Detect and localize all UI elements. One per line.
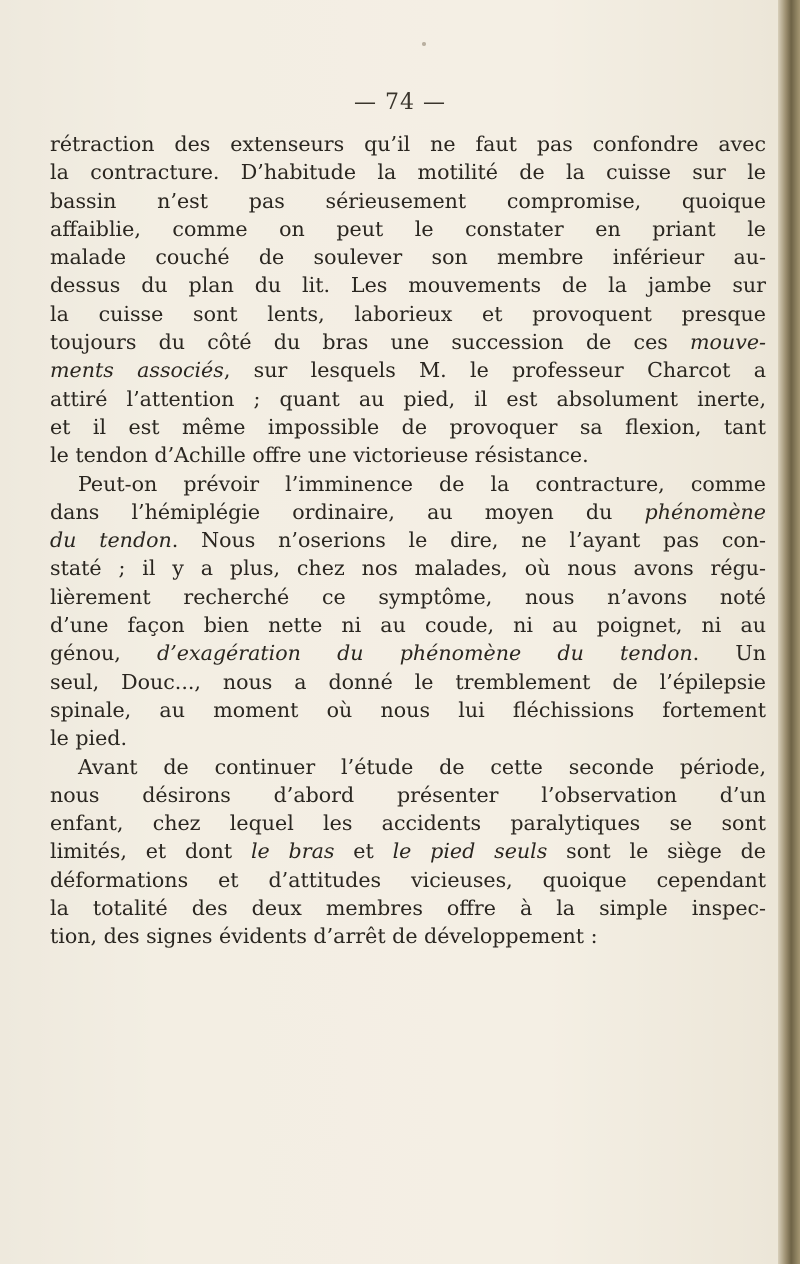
text-run: attiré l’attention ; quant au pied, il est absolument inerte, bbox=[50, 386, 766, 411]
text-line bbox=[50, 554, 766, 582]
text-run: la contracture. D’habitude la motilité de la cuisse sur le bbox=[50, 160, 766, 185]
text-run: et il est même impossible de provoquer sa flexion, tant bbox=[50, 414, 766, 439]
page-number: — 74 — bbox=[354, 90, 446, 115]
text-line bbox=[50, 894, 766, 922]
text-line bbox=[50, 837, 766, 865]
text-line bbox=[50, 866, 766, 894]
text-line bbox=[50, 385, 766, 413]
text-line bbox=[50, 781, 766, 809]
text-line bbox=[50, 300, 766, 328]
text-run: dessus du plan du lit. Les mouvements de la jambe sur bbox=[50, 273, 766, 298]
text-line bbox=[50, 639, 766, 667]
text-run: le pied. bbox=[50, 726, 128, 751]
text-run: le tendon d’Achille offre une victorieuse résistance. bbox=[50, 443, 589, 468]
italic-run: d’exagération du phénomène du tendon bbox=[157, 641, 693, 666]
text-run: la totalité des deux membres offre à la simple inspec- bbox=[50, 896, 766, 921]
text-line bbox=[50, 187, 766, 215]
italic-run: ments associés bbox=[50, 358, 224, 383]
text-line bbox=[50, 130, 766, 158]
italic-run: phénomène bbox=[644, 499, 766, 524]
text-line bbox=[50, 724, 766, 752]
text-run: dans l’hémiplégie ordinaire, au moyen du bbox=[50, 499, 645, 524]
text-line bbox=[50, 809, 766, 837]
text-run: Peut-on prévoir l’imminence de la contracture, comme bbox=[78, 471, 766, 496]
text-line bbox=[50, 356, 766, 384]
text-run: rétraction des extenseurs qu’il ne faut pas confondre avec bbox=[50, 132, 766, 156]
text-run: sont le siège de bbox=[547, 839, 766, 864]
text-line bbox=[50, 611, 766, 639]
text-run: et bbox=[334, 839, 393, 864]
text-run: génou, bbox=[50, 641, 158, 666]
text-run: . Un bbox=[692, 641, 766, 666]
text-run: toujours du côté du bras une succession de ces bbox=[50, 330, 691, 355]
text-line bbox=[50, 158, 766, 186]
text-line bbox=[50, 215, 766, 243]
text-run: nous désirons d’abord présenter l’observation d’un bbox=[50, 782, 766, 807]
text-run: limités, et dont bbox=[50, 839, 251, 864]
text-line bbox=[50, 271, 766, 299]
text-line bbox=[50, 753, 766, 781]
text-run: , sur lesquels M. le professeur Charcot a bbox=[223, 358, 766, 383]
text-run: enfant, chez lequel les accidents paralytiques se sont bbox=[50, 811, 766, 836]
text-line bbox=[50, 243, 766, 271]
text-line bbox=[50, 668, 766, 696]
text-run: la cuisse sont lents, laborieux et provoquent presque bbox=[50, 301, 766, 326]
text-run: staté ; il y a plus, chez nos malades, où nous avons régu- bbox=[50, 556, 766, 581]
body-text bbox=[50, 130, 766, 951]
text-line bbox=[50, 583, 766, 611]
text-line bbox=[50, 696, 766, 724]
italic-run: mouve- bbox=[690, 330, 766, 355]
text-run: spinale, au moment où nous lui fléchissions fortement bbox=[50, 697, 766, 722]
italic-run: le pied seuls bbox=[392, 839, 548, 864]
italic-run: du tendon bbox=[50, 528, 172, 553]
text-run: affaiblie, comme on peut le constater en priant le bbox=[50, 216, 766, 241]
text-line bbox=[50, 328, 766, 356]
text-run: . Nous n’oserions le dire, ne l’ayant pas con- bbox=[171, 528, 766, 553]
text-line bbox=[50, 922, 766, 950]
text-run: malade couché de soulever son membre inférieur au- bbox=[50, 245, 766, 270]
text-run: lièrement recherché ce symptôme, nous n’avons noté bbox=[50, 584, 766, 609]
text-line bbox=[50, 526, 766, 554]
italic-run: le bras bbox=[250, 839, 335, 864]
text-line bbox=[50, 413, 766, 441]
text-line bbox=[50, 441, 766, 469]
text-run: tion, des signes évidents d’arrêt de développement : bbox=[50, 924, 598, 949]
ink-speck bbox=[422, 42, 426, 46]
text-run: Avant de continuer l’étude de cette seconde période, bbox=[78, 754, 766, 779]
text-run: d’une façon bien nette ni au coude, ni au poignet, ni au bbox=[50, 613, 766, 638]
page-edge-gutter bbox=[778, 0, 800, 1264]
text-line bbox=[50, 470, 766, 498]
text-run: déformations et d’attitudes vicieuses, quoique cependant bbox=[50, 867, 766, 892]
text-run: seul, Douc..., nous a donné le tremblement de l’épilepsie bbox=[50, 669, 766, 694]
text-line bbox=[50, 498, 766, 526]
text-run: bassin n’est pas sérieusement compromise, quoique bbox=[50, 188, 766, 213]
